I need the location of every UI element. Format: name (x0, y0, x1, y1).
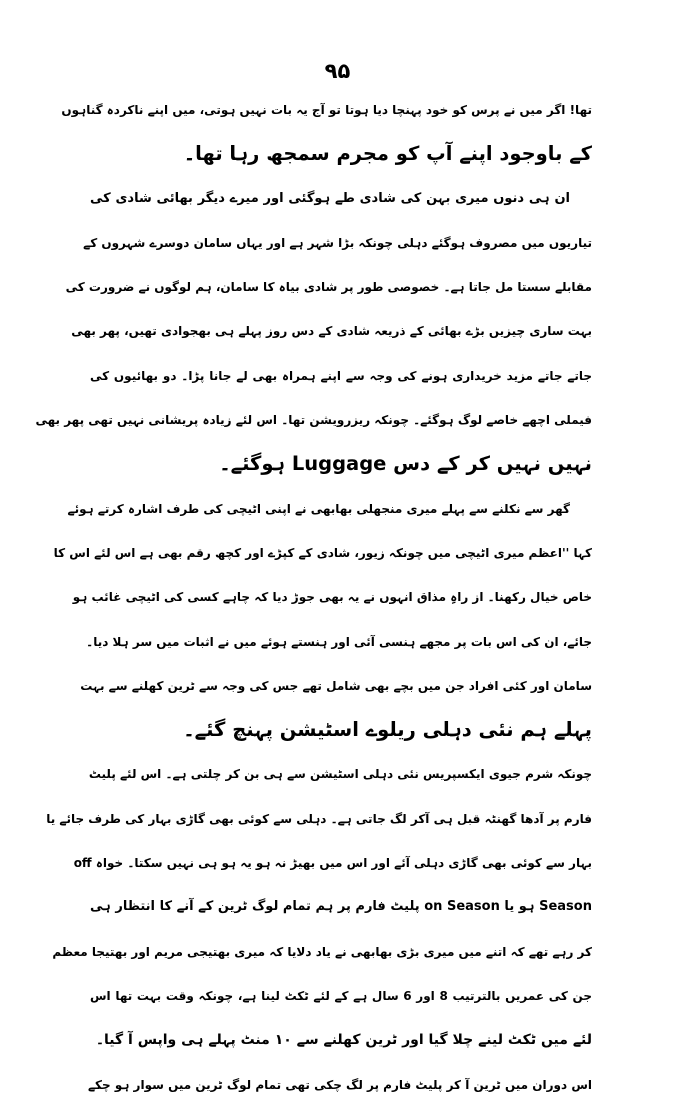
text-line: لئے میں ٹکٹ لینے چلا گیا اور ٹرین کھلنے سے ۱۰ منٹ پہلے ہی واپس آ گیا۔ (95, 1032, 592, 1049)
text-line: بہت ساری چیزیں بڑے بھائی کے ذریعہ شادی کے دس روز پہلے ہی بھجوادی تھیں، پھر بھی (71, 324, 592, 339)
text-line: مقابلے سستا مل جاتا ہے۔ خصوصی طور پر شادی بیاہ کا سامان، ہم لوگوں نے ضرورت کی (65, 280, 592, 295)
text-line: سامان اور کئی افراد جن میں بچے بھی شامل تھے جس کی وجہ سے ٹرین کھلنے سے بہت (80, 678, 592, 693)
text-line: گھر سے نکلنے سے پہلے میری منجھلی بھابھی نے اپنی اٹیچی کی طرف اشارہ کرتے ہوئے (67, 501, 570, 516)
body-text (35, 88, 592, 1107)
text-line: کے باوجود اپنے آپ کو مجرم سمجھ رہا تھا۔ (183, 142, 592, 166)
text-line: جن کی عمریں بالترتیب 8 اور 6 سال ہے کے لئے ٹکٹ لینا ہے، چونکہ وقت بہت تھا اس (90, 988, 592, 1003)
text-line: خاص خیال رکھنا۔ از راہِ مذاق انہوں نے یہ بھی جوڑ دیا کہ چاہے کسی کی اٹیچی غائب ہو (72, 590, 592, 605)
text-line: پہلے ہم نئی دہلی ریلوے اسٹیشن پہنچ گئے۔ (183, 718, 592, 742)
text-line: بہار سے کوئی بھی گاڑی دہلی آئے اور اس میں بھیڑ نہ ہو یہ ہو ہی نہیں سکتا۔ خواہ off (73, 856, 592, 871)
text-line: تھا! اگر میں نے پرس کو خود پہنچا دیا ہوتا تو آج یہ بات نہیں ہوتی، میں اپنے ناکردہ گناہوں (61, 103, 592, 117)
text-line: جائے، ان کی اس بات پر مجھے ہنسی آئی اور ہنستے ہوئے میں نے اثبات میں سر ہلا دیا۔ (86, 634, 592, 649)
page-number: ۹۵ (324, 59, 351, 83)
text-line: جاتے جاتے مزید خریداری ہونے کی وجہ سے اپنے ہمراہ بھی لے جانا پڑا۔ دو بھائیوں کی (90, 368, 592, 383)
text-line: چونکہ شرم جیوی ایکسپریس نئی دہلی اسٹیشن سے ہی بن کر چلتی ہے۔ اس لئے پلیٹ (88, 767, 592, 782)
text-line: Season ہو یا on Season پلیٹ فارم پر ہم تمام لوگ ٹرین کے آنے کا انتظار ہی (90, 899, 592, 915)
text-line: نہیں نہیں کر کے دس Luggage ہوگئے۔ (219, 452, 592, 476)
text-line: فارم پر آدھا گھنٹہ قبل ہی آکر لگ جاتی ہے۔ دہلی سے کوئی بھی گاڑی بہار کی طرف جائے یا (46, 811, 592, 826)
text-line: اس دوران میں ٹرین آ کر پلیٹ فارم پر لگ چکی تھی تمام لوگ ٹرین میں سوار ہو چکے (87, 1077, 592, 1092)
text-line: تیاریوں میں مصروف ہوگئے دہلی چونکہ بڑا شہر ہے اور یہاں سامان دوسرے شہروں کے (83, 235, 592, 250)
text-line: کہا ''اعظم میری اٹیچی میں چونکہ زیور، شادی کے کپڑے اور کچھ رقم بھی ہے اس لئے اس کا (53, 545, 592, 560)
text-line: فیملی اچھے خاصے لوگ ہوگئے۔ چونکہ ریزرویشن تھا۔ اس لئے زیادہ پریشانی نہیں تھی پھر بھی (35, 413, 592, 428)
text-line: کر رہے تھے کہ اتنے میں میری بڑی بھابھی نے یاد دلایا کہ میری بھتیجی مریم اور بھتیجا معظم (52, 944, 592, 959)
text-line: ان ہی دنوں میری بہن کی شادی طے ہوگئی اور میرے دیگر بھائی شادی کی (90, 190, 570, 206)
